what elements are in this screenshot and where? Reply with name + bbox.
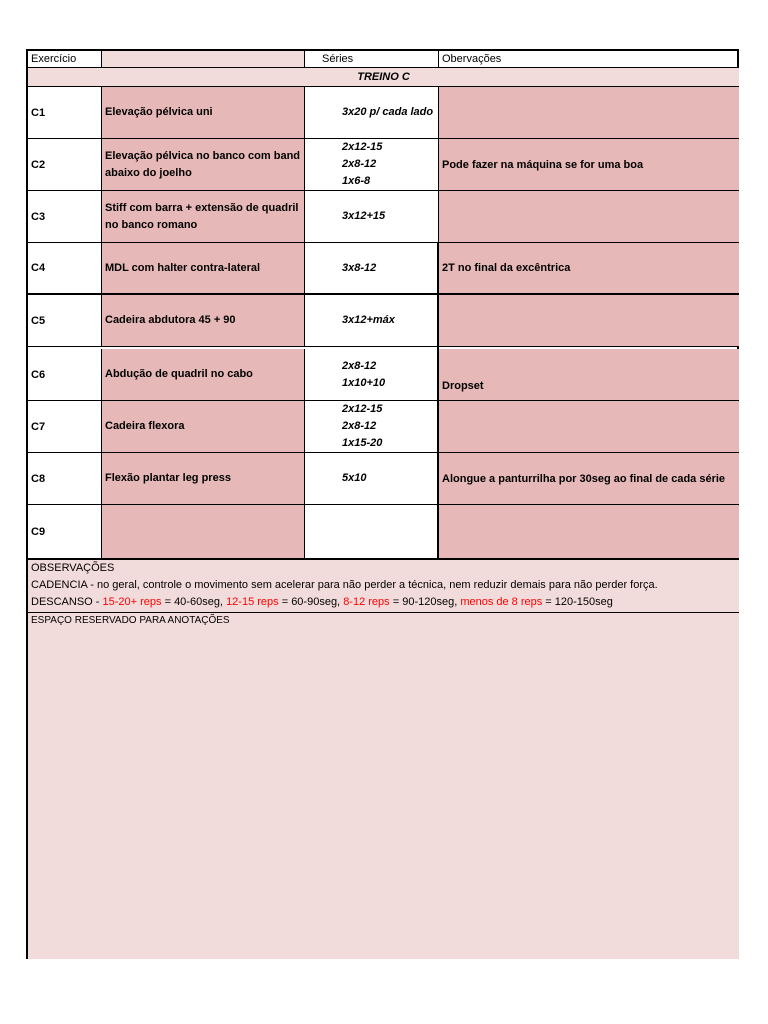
series-line: 1x10+10 (342, 376, 386, 389)
training-sheet (26, 49, 739, 959)
header-series: Séries (304, 51, 438, 68)
exercise-observation (438, 191, 739, 243)
exercise-code: C7 (28, 401, 101, 453)
exercise-series (304, 295, 438, 347)
exercise-observation: Alongue a panturrilha por 30seg ao final de cada série (438, 453, 739, 505)
exercise-code: C4 (28, 243, 101, 295)
exercise-name: Elevação pélvica no banco com band abaixo do joelho (101, 139, 304, 191)
exercise-series (304, 243, 438, 295)
series-line: 2x12-15 (342, 403, 383, 415)
exercise-code: C1 (28, 87, 101, 139)
exercise-code: C6 (28, 349, 101, 401)
exercise-observation (438, 295, 739, 347)
series-line: 5x10 (342, 472, 367, 484)
exercise-code: C2 (28, 139, 101, 191)
series-line: 3x12+máx (342, 314, 395, 326)
series-line: 1x15-20 (342, 437, 383, 449)
exercise-observation (438, 401, 739, 453)
rest-range-3: 8-12 reps (343, 596, 390, 608)
notes-title: OBSERVAÇÕES (31, 562, 115, 574)
rest-range-2: 12-15 reps (226, 596, 279, 608)
exercise-code: C5 (28, 295, 101, 347)
exercise-series (304, 453, 438, 505)
exercise-series (304, 349, 438, 401)
series-line: 2x8-12 (342, 158, 377, 170)
exercise-series (304, 401, 438, 453)
section-title: TREINO C (28, 68, 739, 87)
header-observations: Obervações (438, 51, 739, 68)
annotations-title: ESPAÇO RESERVADO PARA ANOTAÇÕES (31, 615, 230, 626)
exercise-series (304, 191, 438, 243)
exercise-series (304, 139, 438, 191)
rest-range-4: menos de 8 reps (460, 596, 543, 608)
exercise-code: C8 (28, 453, 101, 505)
exercise-name: Stiff com barra + extensão de quadril no banco romano (101, 191, 304, 243)
series-line: 2x8-12 (342, 359, 377, 372)
exercise-code: C3 (28, 191, 101, 243)
series-line: 3x8-12 (342, 261, 377, 274)
exercise-name: Elevação pélvica uni (101, 87, 304, 139)
rest-range-1: 15-20+ reps (102, 596, 162, 608)
exercise-code: C9 (28, 505, 101, 558)
exercise-name (101, 505, 304, 558)
notes-block (28, 558, 739, 612)
cadence-note: CADENCIA - no geral, controle o movimento sem acelerar para não perder a técnica, nem reduzir demais para não perder força. (31, 579, 658, 591)
exercise-observation: Pode fazer na máquina se for uma boa (438, 139, 739, 191)
exercise-observation: Dropset (438, 349, 739, 401)
exercise-observation (438, 505, 739, 558)
exercise-name: Flexão plantar leg press (101, 453, 304, 505)
series-line: 2x8-12 (342, 420, 377, 432)
exercise-name: Abdução de quadril no cabo (101, 349, 304, 401)
rest-note: DESCANSO - 15-20+ reps = 40-60seg, 12-15 reps = 60-90seg, 8-12 reps = 90-120seg, menos de 8 reps = 120-150seg (31, 596, 613, 608)
series-line: 2x12-15 (342, 141, 383, 153)
exercise-name: Cadeira flexora (101, 401, 304, 453)
series-line: 1x6-8 (342, 175, 371, 187)
annotations-area[interactable] (28, 612, 739, 959)
exercise-name: MDL com halter contra-lateral (101, 243, 304, 295)
exercise-series (304, 87, 438, 139)
series-line: 3x12+15 (342, 210, 386, 222)
column-divider (437, 243, 439, 558)
exercise-name: Cadeira abdutora 45 + 90 (101, 295, 304, 347)
exercise-observation (438, 87, 739, 139)
series-line: 3x20 p/ cada lado (342, 106, 434, 118)
header-blank (101, 51, 304, 68)
exercise-observation: 2T no final da excêntrica (438, 243, 739, 295)
exercise-series (304, 505, 438, 558)
header-exercise: Exercício (28, 51, 101, 68)
